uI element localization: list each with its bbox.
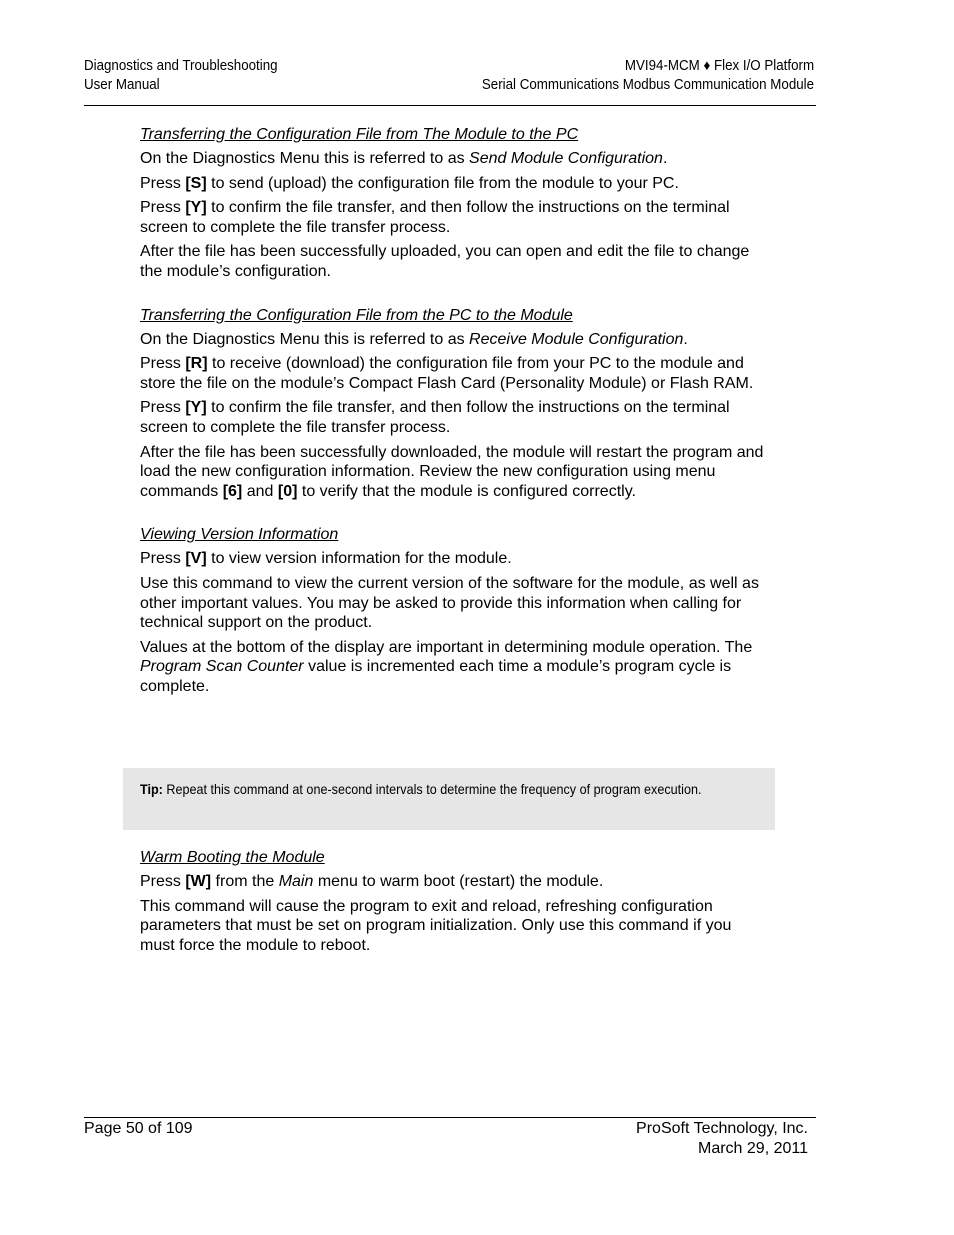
key-command: [V] bbox=[185, 550, 207, 568]
text: Press bbox=[140, 873, 186, 890]
key-command: [W] bbox=[185, 873, 212, 890]
page-number: Page 50 of 109 bbox=[84, 1120, 193, 1137]
tip-text bbox=[140, 779, 761, 799]
text: Repeat this command at one-second intervals to determine the frequency of program execution. bbox=[162, 781, 702, 797]
paragraph bbox=[140, 398, 770, 437]
section-warm-boot bbox=[140, 848, 770, 960]
section-title-pc-to-module: Transferring the Configuration File from the PC to the Module bbox=[140, 306, 573, 324]
key-command: [6] bbox=[222, 482, 243, 500]
text: to confirm the file transfer, and then follow the instructions on the terminal screen to complete the file transfer process. bbox=[140, 399, 730, 436]
key-command: [Y] bbox=[185, 199, 207, 217]
paragraph: After the file has been successfully uploaded, you can open and edit the file to change the module’s configuration. bbox=[140, 243, 750, 280]
spacer bbox=[140, 287, 770, 306]
text: . bbox=[683, 330, 688, 348]
paragraph: This command will cause the program to exit and reload, refreshing configuration parameters that must be set on program initialization. Only use this command if you must force the module to reboot. bbox=[140, 897, 732, 954]
tip-label: Tip: bbox=[140, 781, 163, 797]
menu-item-name: Receive Module Configuration bbox=[469, 330, 684, 348]
paragraph bbox=[140, 330, 770, 350]
paragraph bbox=[140, 198, 770, 237]
paragraph bbox=[140, 149, 770, 169]
tip-box bbox=[123, 768, 775, 830]
header-section-name: Diagnostics and Troubleshooting bbox=[84, 58, 278, 74]
main-content bbox=[140, 125, 770, 701]
key-command: [Y] bbox=[185, 399, 207, 417]
field-name: Program Scan Counter bbox=[140, 658, 304, 676]
section-title-warm-boot: Warm Booting the Module bbox=[140, 849, 325, 866]
header-doc-type: User Manual bbox=[84, 77, 160, 93]
text: On the Diagnostics Menu this is referred to as bbox=[140, 330, 470, 348]
key-command: [S] bbox=[185, 174, 207, 192]
running-header-left bbox=[84, 57, 278, 95]
text: to send (upload) the configuration file from the module to your PC. bbox=[206, 174, 679, 192]
text: and bbox=[242, 482, 278, 500]
spacer bbox=[140, 506, 770, 525]
text: to receive (download) the configuration file from your PC to the module and store the file on the module’s Compact Flash Card (Personality Module) or Flash RAM. bbox=[140, 355, 754, 392]
section-title-module-to-pc: Transferring the Configuration File from The Module to the PC bbox=[140, 126, 579, 143]
menu-name: Main bbox=[278, 873, 314, 890]
header-rule bbox=[84, 105, 816, 106]
text: to verify that the module is configured correctly. bbox=[297, 482, 636, 500]
text: After the file has been successfully downloaded, the module will restart the program and load the new configuration information. Review the new configuration using menu commands bbox=[140, 443, 764, 500]
text: menu to warm boot (restart) the module. bbox=[313, 873, 604, 890]
text: to confirm the file transfer, and then follow the instructions on the terminal screen to complete the file transfer process. bbox=[140, 199, 730, 236]
footer-company: ProSoft Technology, Inc. bbox=[636, 1120, 808, 1137]
running-header-right bbox=[482, 57, 814, 95]
header-product-desc: Serial Communications Modbus Communication Module bbox=[481, 77, 814, 93]
text: to view version information for the module. bbox=[206, 550, 512, 568]
text: Press bbox=[140, 174, 186, 192]
paragraph: Use this command to view the current version of the software for the module, as well as other important values. You may be asked to provide this information when calling for technical support on the product. bbox=[140, 574, 759, 632]
text: value is incremented each time a module’s program cycle is complete. bbox=[140, 658, 732, 695]
header-product: MVI94-MCM ♦ Flex I/O Platform bbox=[624, 58, 814, 74]
paragraph bbox=[140, 174, 770, 194]
text: Press bbox=[140, 550, 186, 568]
paragraph bbox=[140, 443, 770, 502]
text: On the Diagnostics Menu this is referred to as bbox=[140, 150, 470, 167]
section-title-version-info: Viewing Version Information bbox=[140, 526, 339, 544]
key-command: [R] bbox=[185, 355, 208, 373]
footer-date: March 29, 2011 bbox=[698, 1140, 808, 1157]
text: Values at the bottom of the display are important in determining module operation. The bbox=[140, 638, 753, 656]
paragraph bbox=[140, 549, 770, 569]
footer-rule bbox=[84, 1117, 816, 1118]
paragraph bbox=[140, 638, 770, 697]
text: from the bbox=[211, 873, 279, 890]
paragraph bbox=[140, 354, 770, 393]
text: Press bbox=[140, 355, 186, 373]
text: . bbox=[662, 150, 668, 167]
paragraph bbox=[140, 872, 770, 892]
text: Press bbox=[140, 399, 186, 417]
footer-right bbox=[636, 1119, 808, 1159]
menu-item-name: Send Module Configuration bbox=[469, 150, 663, 167]
key-command: [0] bbox=[277, 482, 298, 500]
text: Press bbox=[140, 199, 186, 217]
